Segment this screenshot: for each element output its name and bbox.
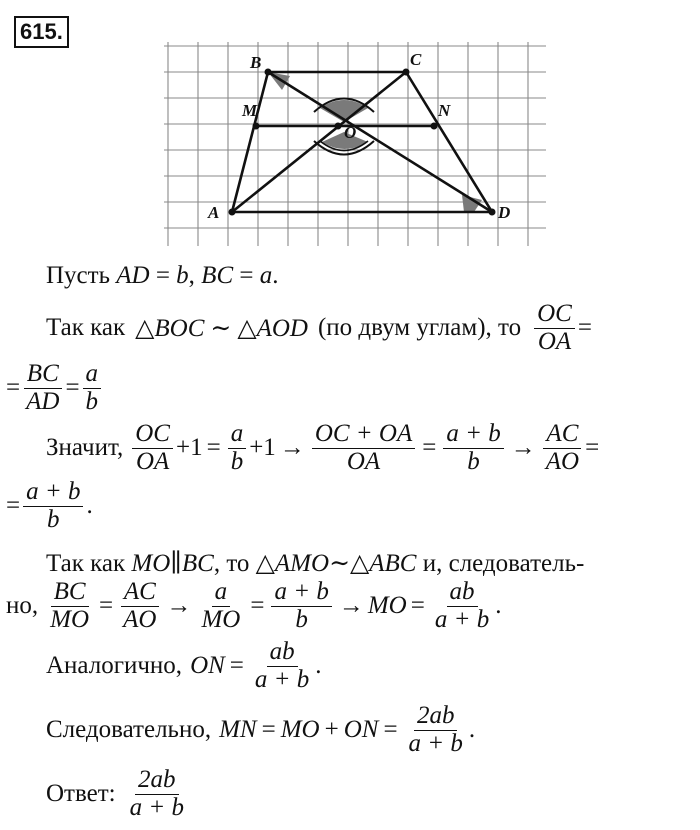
answer-fraction: $\frac{2ab}{a + b}$ (129, 766, 184, 821)
text-line-mn: Следовательно, MN = MO + ON = $\frac{2ab}{a + b}$ . (46, 702, 476, 757)
text-line-similarity: Так как △BOC ∼ △AOD (по двум углам), то $\frac{OC}{OA}$ = (46, 300, 592, 355)
fraction-oc-oa: $\frac{OC}{OA}$ (534, 301, 575, 355)
label-d: D (498, 203, 511, 222)
text-line-ratio: = $\frac{BC}{AD}$ = $\frac{a}{b}$ (6, 356, 104, 420)
label-c: C (410, 50, 422, 69)
label-b: B (250, 53, 262, 72)
fraction-a-b: $\frac{a}{b}$ (83, 361, 102, 415)
answer-line (46, 762, 190, 826)
label-m: M (242, 101, 258, 120)
text-line-means: Значит, $\frac{OC}{OA}$ +1 = $\frac{a}{b}$ +1 → $\frac{OC + OA}{OA}$ = $\frac{a + b}{b}$ → $\frac{AC}{AO}$ = (46, 420, 600, 475)
answer-label: Ответ: (46, 780, 116, 807)
trapezoid-figure (162, 40, 548, 248)
problem-number: 615. (14, 16, 69, 48)
text-line-let: Пусть AD = b, BC = a. (46, 262, 279, 289)
fraction-bc-ad: $\frac{BC}{AD}$ (23, 361, 62, 415)
label-o: O (344, 123, 357, 142)
text-line-ac-ao: = $\frac{a + b}{b}$ . (6, 478, 93, 533)
label-a: A (208, 203, 220, 222)
text-line-mo: но, $\frac{BC}{MO}$ = $\frac{AC}{AO}$ → $\frac{a}{MO}$ = $\frac{a + b}{b}$ → MO = $\frac{ab}{a + b}$ . (6, 578, 502, 633)
text-line-parallel: Так как MO∥BC, то △AMO∼△ABC и, следователь- (46, 550, 585, 577)
text-line-on: Аналогично, ON = $\frac{ab}{a + b}$ . (46, 638, 322, 693)
label-n: N (438, 101, 451, 120)
